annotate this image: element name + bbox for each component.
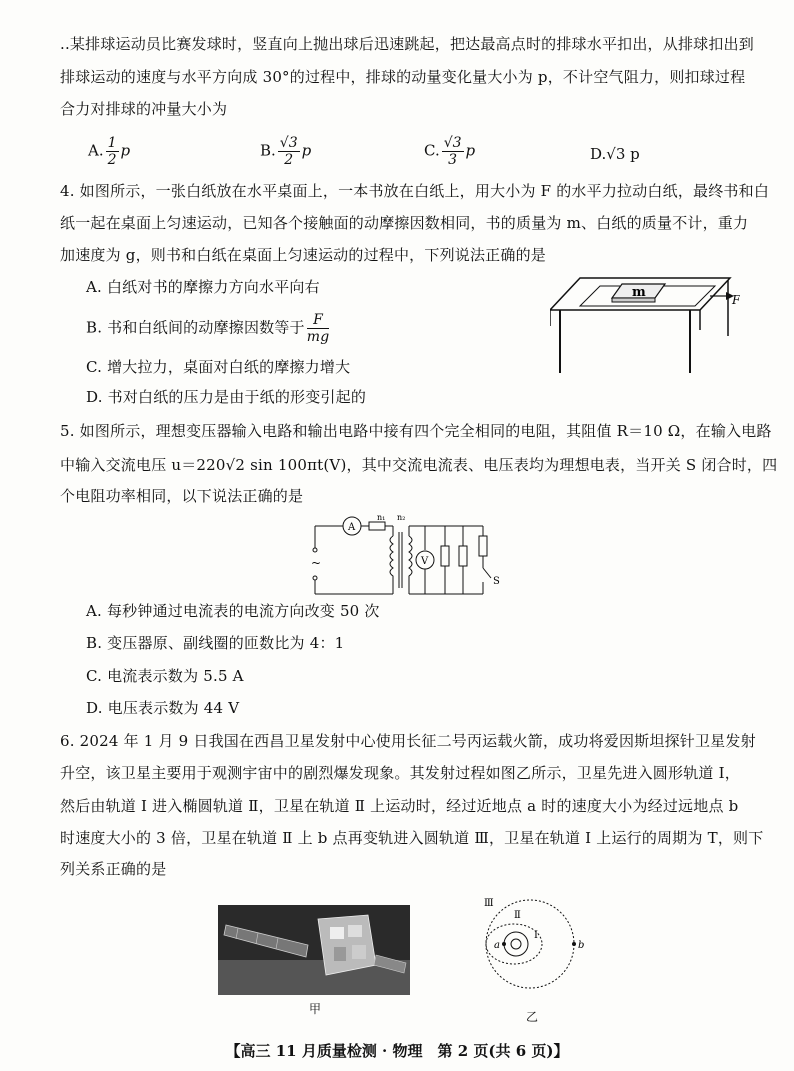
switch-label: S bbox=[493, 576, 500, 587]
q6-line5: 列关系正确的是 bbox=[60, 860, 167, 878]
q4-line2: 纸一起在桌面上匀速运动，已知各个接触面的动摩擦因数相同，书的质量为 m、白纸的质量不计，重力 bbox=[60, 214, 749, 232]
q6-line2: 升空，该卫星主要用于观测宇宙中的剧烈爆发现象。其发射过程如图乙所示，卫星先进入圆形轨道 Ⅰ， bbox=[60, 764, 740, 782]
q3-option-c: C. $\frac{√3}{3}$ p bbox=[424, 135, 476, 168]
figure-yi-caption: 乙 bbox=[526, 1010, 539, 1024]
orbit-1 bbox=[504, 932, 528, 956]
q5-transformer-circuit bbox=[305, 512, 505, 602]
satellite-photo bbox=[218, 905, 410, 995]
q3-option-d: D.√3 p bbox=[590, 145, 640, 163]
q4-option-d: D. 书对白纸的压力是由于纸的形变引起的 bbox=[86, 388, 367, 406]
q3-line1: ..某排球运动员比赛发球时，竖直向上抛出球后迅速跳起，把达最高点时的排球水平扣出，从排球扣出到 bbox=[60, 35, 754, 53]
q6-line1: 6. 2024 年 1 月 9 日我国在西昌卫星发射中心使用长征二号丙运载火箭，成功将爱因斯坦探针卫星发射 bbox=[60, 732, 756, 750]
orbit-1-label: Ⅰ bbox=[534, 930, 538, 941]
q5-line2: 中输入交流电压 u＝220√2 sin 100πt(V)，其中交流电流表、电压表均为理想电表，当开关 S 闭合时，四 bbox=[60, 456, 778, 474]
book-mass-label: m bbox=[632, 285, 646, 300]
q4-option-b: B. 书和白纸间的动摩擦因数等于 $\frac{F}{mg}$ bbox=[86, 312, 330, 345]
q5-option-a: A. 每秒钟通过电流表的电流方向改变 50 次 bbox=[86, 602, 380, 620]
q4-option-c: C. 增大拉力，桌面对白纸的摩擦力增大 bbox=[86, 358, 351, 376]
q4-line1: 4. 如图所示，一张白纸放在水平桌面上，一本书放在白纸上，用大小为 F 的水平力拉动白纸，最终书和白 bbox=[60, 182, 770, 200]
ammeter-label: A bbox=[348, 522, 356, 533]
q5-line3: 个电阻功率相同，以下说法正确的是 bbox=[60, 487, 304, 505]
q3-option-a: A. $\frac{1}{2}$ p bbox=[88, 135, 131, 168]
figure-jia-caption: 甲 bbox=[309, 1002, 322, 1016]
q5-option-b: B. 变压器原、副线圈的匝数比为 4：1 bbox=[86, 634, 345, 652]
q4-table-figure bbox=[550, 268, 740, 378]
q4-line3: 加速度为 g，则书和白纸在桌面上匀速运动的过程中，下列说法正确的是 bbox=[60, 246, 546, 264]
q4-option-a: A. 白纸对书的摩擦力方向水平向右 bbox=[86, 278, 320, 296]
point-a-label: a bbox=[494, 940, 500, 951]
orbit-3-label: Ⅲ bbox=[484, 898, 494, 909]
primary-turns-label: n₁ bbox=[377, 513, 386, 522]
ac-source-symbol: ~ bbox=[311, 556, 322, 570]
q3-option-b: B. $\frac{√3}{2}$ p bbox=[260, 135, 312, 168]
voltmeter-label: V bbox=[421, 556, 429, 567]
q5-option-c: C. 电流表示数为 5.5 A bbox=[86, 667, 244, 685]
orbit-2-label: Ⅱ bbox=[514, 910, 521, 921]
orbit-diagram bbox=[468, 898, 598, 1013]
q5-option-d: D. 电压表示数为 44 V bbox=[86, 699, 240, 717]
q5-line1: 5. 如图所示，理想变压器输入电路和输出电路中接有四个完全相同的电阻，其阻值 R＝10 Ω，在输入电路 bbox=[60, 422, 772, 440]
earth bbox=[511, 939, 521, 949]
force-label: F bbox=[732, 293, 740, 307]
point-b-label: b bbox=[578, 940, 585, 951]
page-footer: 【高三 11 月质量检测 · 物理 第 2 页(共 6 页)】 bbox=[225, 1042, 569, 1060]
secondary-turns-label: n₂ bbox=[397, 513, 406, 522]
q3-line2: 排球运动的速度与水平方向成 30°的过程中，排球的动量变化量大小为 p，不计空气阻力，则扣球过程 bbox=[60, 68, 746, 86]
q6-line3: 然后由轨道 Ⅰ 进入椭圆轨道 Ⅱ，卫星在轨道 Ⅱ 上运动时，经过近地点 a 时的速度大小为经过远地点 b bbox=[60, 797, 739, 815]
q3-line3: 合力对排球的冲量大小为 bbox=[60, 100, 228, 118]
q6-line4: 时速度大小的 3 倍，卫星在轨道 Ⅱ 上 b 点再变轨进入圆轨道 Ⅲ，卫星在轨道 Ⅰ 上运行的周期为 T，则下 bbox=[60, 829, 764, 847]
